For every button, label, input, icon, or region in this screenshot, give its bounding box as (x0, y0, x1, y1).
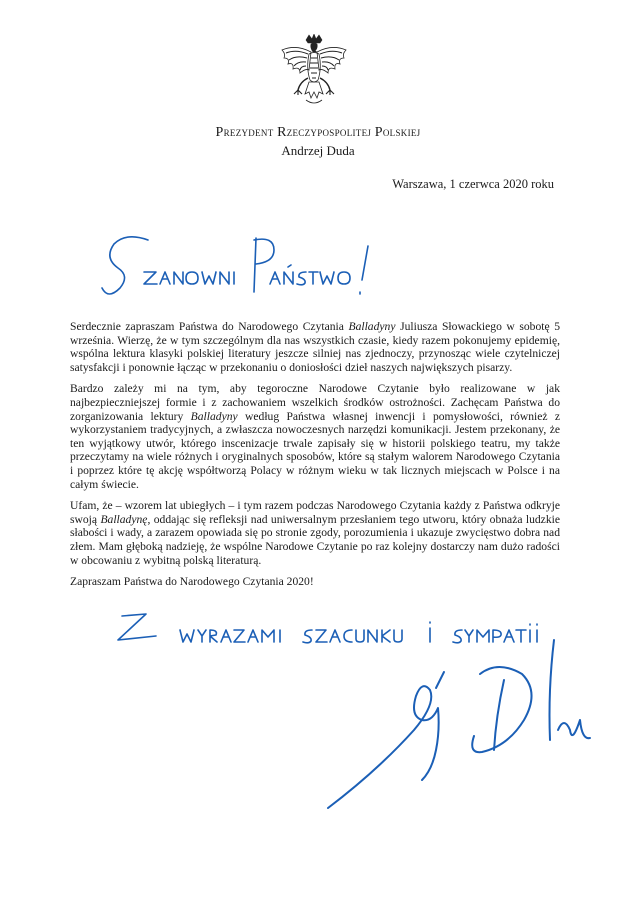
paragraph-3: Ufam, że – wzorem lat ubiegłych – i tym razem podczas Narodowego Czytania każdy z Państwa odkryje swoją Balladynę, oddając się refleksji nad uniwersalnym przesłaniem tego utworu, który obnaża ludzkie słabości i wady, a zarazem opowiada się po stronie zgody, porozumienia i ukazuje zwycięstwo dobra nad złem. Mam głęboką nadzieję, że wspólne Narodowe Czytanie po raz kolejny dostarczy nam dużo radości w obcowaniu z wybitną polską literaturą. (70, 499, 560, 567)
office-title: Prezydent Rzeczypospolitej Polskiej (215, 124, 421, 140)
polish-eagle-emblem-icon (278, 34, 350, 112)
paragraph-2: Bardzo zależy mi na tym, aby tegoroczne Narodowe Czytanie było realizowane w jak najbezpieczniejszej formie i z zachowaniem wszelkich środków ostrożności. Zachęcam Państwa do zorganizowania lektury Balladyny według Państwa własnej inwencji i pomysłowości, również z wykorzystaniem tradycyjnych, a zwłaszcza nowoczesnych narzędzi komunikacji. Jestem przekonany, że ten wyjątkowy utwór, którego inscenizacje trwale zapisały się w historii polskiego teatru, my także przeczytamy na wiele różnych i oryginalnych sposobów, które są stałym walorem Narodowego Czytania i poprzez które tę akcję współtworzą Polacy w różnym wieku w tak licznych miejscach w Polsce i na całym świecie. (70, 382, 560, 491)
paragraph-4: Zapraszam Państwa do Narodowego Czytania 2020! (70, 575, 314, 589)
letter-date: Warszawa, 1 czerwca 2020 roku (392, 177, 554, 191)
handwritten-salutation-icon (96, 222, 376, 310)
paragraph-1: Serdecznie zapraszam Państwa do Narodowego Czytania Balladyny Juliusza Słowackiego w sobotę 5 września. Wierzę, że w tym szczególnym dla nas wszystkich czasie, kiedy razem pokonujemy epidemię, wspólna lektura klasyki polskiej literatury jeszcze silniej nas zjednoczy, przynosząc wiele czytelniczej satysfakcji i ponownie łącząc w przekonaniu o doniosłości dzieł naszych największych pisarzy. (70, 320, 560, 374)
sender-name: Andrzej Duda (281, 143, 355, 158)
letter-body (70, 320, 560, 597)
handwritten-signature-icon (318, 620, 598, 816)
